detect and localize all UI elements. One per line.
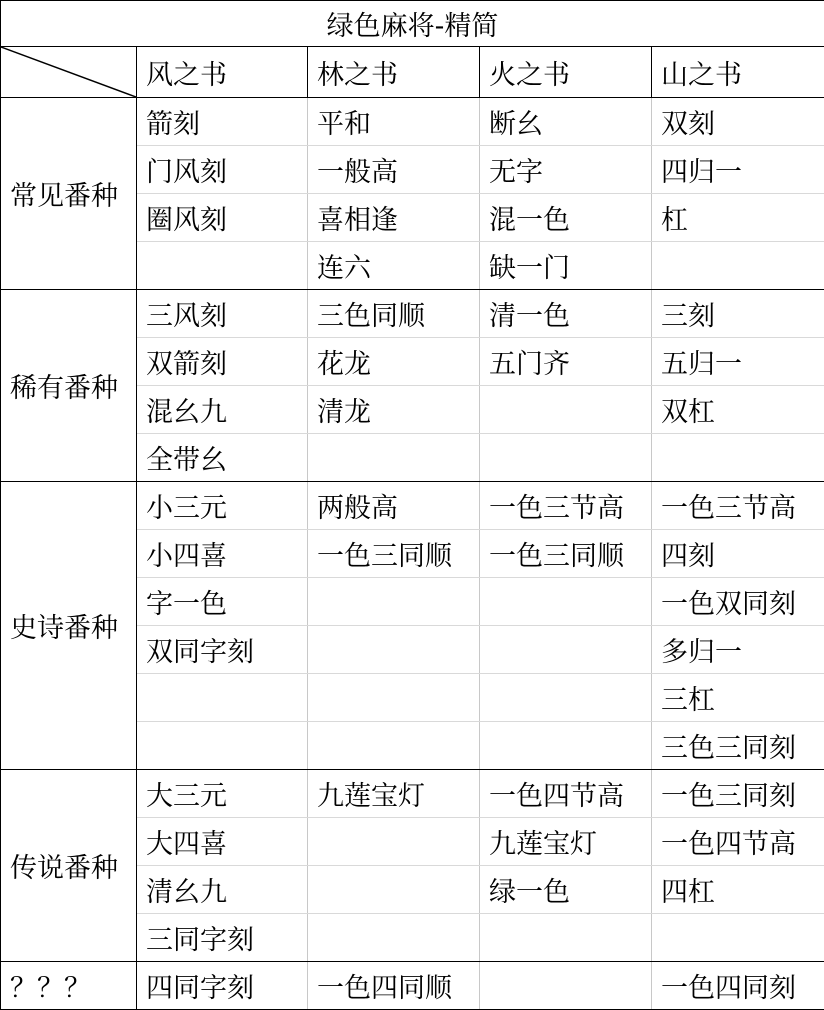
fan-cell (480, 722, 652, 770)
column-header: 山之书 (652, 47, 824, 98)
fan-cell (480, 674, 652, 722)
table-body (1, 98, 824, 1010)
fan-cell: 一色三节高 (480, 482, 652, 530)
column-header: 风之书 (137, 47, 308, 98)
fan-cell: 连六 (308, 242, 480, 290)
fan-cell: 一色四同刻 (652, 962, 824, 1010)
fan-cell (652, 434, 824, 482)
fan-cell (308, 434, 480, 482)
fan-cell: 四杠 (652, 866, 824, 914)
fan-cell: 一色四同顺 (308, 962, 480, 1010)
fan-cell: 杠 (652, 194, 824, 242)
diagonal-divider (1, 47, 136, 97)
fan-cell: 一色四节高 (652, 818, 824, 866)
fan-cell: 字一色 (137, 578, 308, 626)
fan-cell (308, 722, 480, 770)
fan-cell: 无字 (480, 146, 652, 194)
fan-cell: 九莲宝灯 (308, 770, 480, 818)
fan-cell: 喜相逢 (308, 194, 480, 242)
fan-cell: 多归一 (652, 626, 824, 674)
fan-cell: 三色同顺 (308, 290, 480, 338)
fan-cell: 绿一色 (480, 866, 652, 914)
fan-cell: 缺一门 (480, 242, 652, 290)
column-header: 火之书 (480, 47, 652, 98)
fan-cell (137, 242, 308, 290)
fan-cell: 大三元 (137, 770, 308, 818)
fan-cell: 四刻 (652, 530, 824, 578)
category-label: 史诗番种 (1, 482, 137, 770)
fan-cell (308, 674, 480, 722)
fan-cell: 小三元 (137, 482, 308, 530)
column-header-row (1, 47, 824, 98)
fan-cell (308, 818, 480, 866)
fan-cell: 平和 (308, 98, 480, 146)
fan-cell: 混一色 (480, 194, 652, 242)
fan-cell: 三色三同刻 (652, 722, 824, 770)
fan-cell: 小四喜 (137, 530, 308, 578)
fan-cell: 圈风刻 (137, 194, 308, 242)
table-title: 绿色麻将-精简 (1, 1, 824, 47)
fan-cell: 一色三同顺 (308, 530, 480, 578)
fan-cell (480, 386, 652, 434)
fan-cell: 九莲宝灯 (480, 818, 652, 866)
column-header: 林之书 (308, 47, 480, 98)
fan-cell: 一色双同刻 (652, 578, 824, 626)
fan-cell (480, 914, 652, 962)
fan-cell: 断幺 (480, 98, 652, 146)
category-label: 常见番种 (1, 98, 137, 290)
table-row (1, 98, 824, 146)
table-row (1, 962, 824, 1010)
fan-cell (308, 626, 480, 674)
fan-cell: 三同字刻 (137, 914, 308, 962)
fan-cell: 大四喜 (137, 818, 308, 866)
title-row (1, 1, 824, 47)
fan-cell: 门风刻 (137, 146, 308, 194)
fan-cell: 一色三同顺 (480, 530, 652, 578)
fan-cell: 五门齐 (480, 338, 652, 386)
fan-cell (137, 674, 308, 722)
fan-cell (480, 626, 652, 674)
fan-cell (308, 866, 480, 914)
fan-cell: 箭刻 (137, 98, 308, 146)
fan-cell: 清幺九 (137, 866, 308, 914)
fan-cell: 三杠 (652, 674, 824, 722)
fan-cell: 一色三节高 (652, 482, 824, 530)
fan-cell: 双刻 (652, 98, 824, 146)
fan-cell (652, 242, 824, 290)
fan-cell: 双杠 (652, 386, 824, 434)
fan-cell: 双同字刻 (137, 626, 308, 674)
fan-cell: 清一色 (480, 290, 652, 338)
fan-cell (480, 434, 652, 482)
fan-cell: 四同字刻 (137, 962, 308, 1010)
corner-cell (1, 47, 137, 98)
fan-cell: 一色三同刻 (652, 770, 824, 818)
table-row (1, 770, 824, 818)
fan-cell: 五归一 (652, 338, 824, 386)
fan-cell: 花龙 (308, 338, 480, 386)
table-row (1, 482, 824, 530)
fan-cell: 清龙 (308, 386, 480, 434)
fan-cell (652, 914, 824, 962)
fan-cell: 三风刻 (137, 290, 308, 338)
fan-cell: 双箭刻 (137, 338, 308, 386)
category-label: 稀有番种 (1, 290, 137, 482)
fan-cell (308, 578, 480, 626)
fan-cell (480, 962, 652, 1010)
fan-cell: 一色四节高 (480, 770, 652, 818)
fan-cell: 三刻 (652, 290, 824, 338)
category-label: 传说番种 (1, 770, 137, 962)
fan-cell: 四归一 (652, 146, 824, 194)
fan-cell: 一般高 (308, 146, 480, 194)
fan-cell (480, 578, 652, 626)
fan-cell: 两般高 (308, 482, 480, 530)
fan-cell (137, 722, 308, 770)
fan-cell (308, 914, 480, 962)
fan-cell: 全带幺 (137, 434, 308, 482)
category-label: ？？？ (1, 962, 137, 1010)
fan-cell: 混幺九 (137, 386, 308, 434)
table-row (1, 290, 824, 338)
